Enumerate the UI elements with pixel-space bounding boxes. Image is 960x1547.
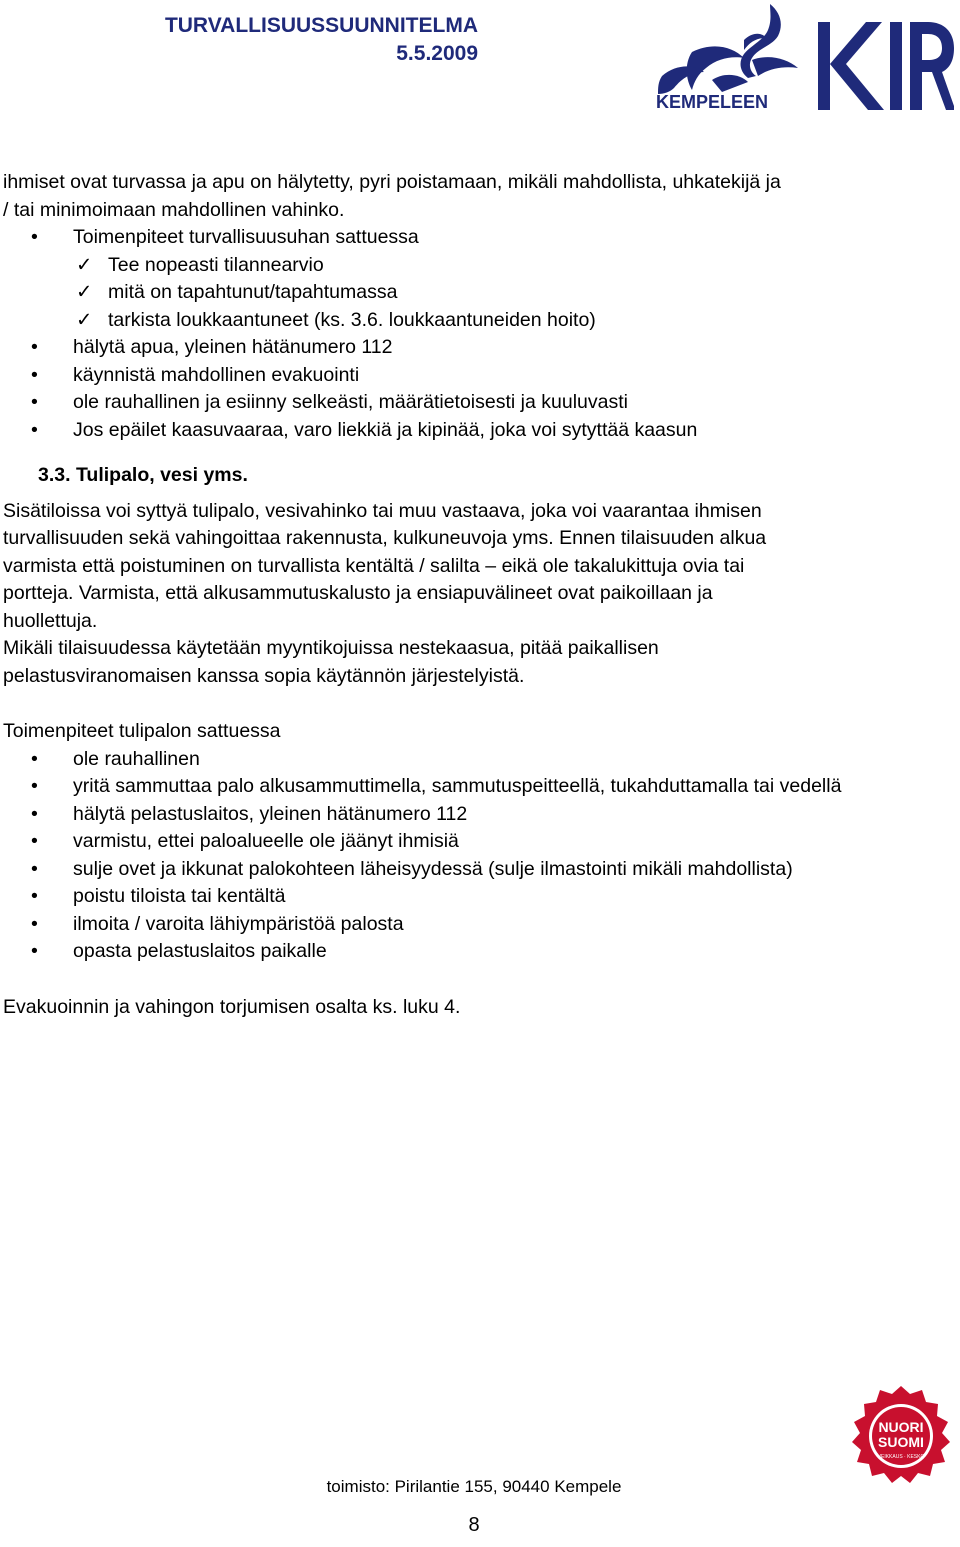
check-item-text: mitä on tapahtunut/tapahtumassa: [108, 281, 398, 303]
paragraph-line: portteja. Varmista, että alkusammutuskalusto ja ensiapuvälineet ovat paikoillaan ja: [3, 582, 713, 604]
bullet-icon: •: [31, 830, 38, 852]
list-item: [3, 389, 953, 417]
paragraph-line: Mikäli tilaisuudessa käytetään myyntikojuissa nestekaasua, pitää paikallisen: [3, 637, 659, 659]
spacer: [3, 966, 953, 994]
logo-text-kempeleen: KEMPELEEN: [656, 92, 769, 112]
bullet-item-text: Jos epäilet kaasuvaaraa, varo liekkiä ja kipinää, joka voi sytyttää kaasun: [73, 418, 698, 441]
bullet-item-text: hälytä apua, yleinen hätänumero 112: [73, 336, 393, 358]
document-date: 5.5.2009: [396, 42, 478, 65]
spacer: [3, 690, 953, 718]
paragraph-line: turvallisuuden sekä vahingoittaa rakennusta, kulkuneuvoja yms. Ennen tilaisuuden alkua: [3, 527, 767, 549]
list-item: [3, 252, 953, 280]
kempeleen-kiri-logo: [652, 2, 954, 114]
badge-text-suomi: SUOMI: [878, 1434, 924, 1450]
list-item: [3, 746, 953, 774]
list-item: [3, 883, 953, 911]
paragraph-line: huollettuja.: [3, 609, 98, 632]
check-item-text: Tee nopeasti tilannearvio: [108, 253, 324, 276]
bullet-icon: •: [31, 857, 38, 880]
check-item-text: tarkista loukkaantuneet (ks. 3.6. loukkaantuneiden hoito): [108, 308, 596, 331]
logo-text-kiri: KIRI: [652, 2, 654, 3]
paragraph-line: Sisätiloissa voi syttyä tulipalo, vesivahinko tai muu vastaava, joka voi vaarantaa ihmisen: [3, 499, 762, 522]
list-item: [3, 856, 953, 884]
bullet-item-text: ole rauhallinen ja esiinny selkeästi, määrätietoisesti ja kuuluvasti: [73, 391, 628, 413]
section-number: 3.3.: [38, 464, 71, 486]
bullet-icon: •: [31, 885, 38, 907]
list-item: [3, 911, 953, 939]
list-item: [3, 307, 953, 335]
footer-address: toimisto: Pirilantie 155, 90440 Kempele: [326, 1477, 622, 1496]
document-title: TURVALLISUUSSUUNNITELMA: [164, 14, 478, 37]
closing-note: Evakuoinnin ja vahingon torjumisen osalta ks. luku 4.: [3, 995, 461, 1018]
bullet-icon: •: [31, 336, 38, 358]
bullet-item-text: varmistu, ettei paloalueelle ole jäänyt ihmisiä: [73, 830, 459, 852]
checkmark-icon: ✓: [76, 281, 93, 303]
bullet-item-text: poistu tiloista tai kentältä: [73, 885, 286, 907]
badge-text-nuori: NUORI: [878, 1419, 924, 1435]
bullet-icon: •: [31, 802, 38, 825]
bullet-item-text: ilmoita / varoita lähiympäristöä palosta: [73, 912, 404, 935]
list-heading: Toimenpiteet tulipalon sattuessa: [3, 720, 281, 742]
paragraph-line: varmista että poistuminen on turvallista kentältä / salilta – eikä ole takalukittuja ovia tai: [3, 554, 745, 577]
bullet-icon: •: [31, 226, 38, 248]
bullet-icon: •: [31, 391, 38, 413]
list-item: [3, 938, 953, 966]
list-item: [3, 279, 953, 307]
bullet-icon: •: [31, 418, 38, 441]
page-number: 8: [468, 1514, 480, 1536]
bullet-icon: •: [31, 940, 38, 962]
list-item: [3, 828, 953, 856]
checkmark-icon: ✓: [76, 253, 93, 276]
intro-line: ihmiset ovat turvassa ja apu on hälytetty, pyri poistamaan, mikäli mahdollista, uhkatekijä ja: [3, 171, 781, 193]
section-heading: [3, 462, 953, 490]
bullet-item-text: ole rauhallinen: [73, 747, 200, 770]
bullet-icon: •: [31, 363, 38, 386]
bullet-icon: •: [31, 775, 38, 797]
intro-line: / tai minimoimaan mahdollinen vahinko.: [3, 198, 345, 221]
bullet-item-text: hälytä pelastuslaitos, yleinen hätänumero 112: [73, 802, 468, 825]
list-item: [3, 362, 953, 390]
list-item: [3, 334, 953, 362]
badge-text-sponsors: VEIKKAUS · KESKO: [877, 1454, 925, 1460]
bullet-item-text: yritä sammuttaa palo alkusammuttimella, sammutuspeitteellä, tukahduttamalla tai vedellä: [73, 775, 842, 797]
list-item: [3, 773, 953, 801]
list-heading: Toimenpiteet turvallisuusuhan sattuessa: [73, 226, 419, 248]
bullet-icon: •: [31, 747, 38, 770]
bullet-item-text: sulje ovet ja ikkunat palokohteen läheisyydessä (sulje ilmastointi mikäli mahdollista): [73, 857, 793, 880]
document-header: [123, 12, 478, 68]
checkmark-icon: ✓: [76, 308, 93, 331]
bird-logo-icon: [658, 4, 798, 94]
paragraph-line: pelastusviranomaisen kanssa sopia käytännön järjestelyistä.: [3, 664, 525, 687]
bullet-item-text: opasta pelastuslaitos paikalle: [73, 940, 327, 962]
bullet-icon: •: [31, 912, 38, 935]
list-item: [3, 417, 953, 445]
section-title: Tulipalo, vesi yms.: [75, 464, 248, 486]
bullet-item-text: käynnistä mahdollinen evakuointi: [73, 363, 360, 386]
list-item: [3, 801, 953, 829]
list-item: [3, 224, 953, 252]
document-body: [3, 169, 953, 1021]
